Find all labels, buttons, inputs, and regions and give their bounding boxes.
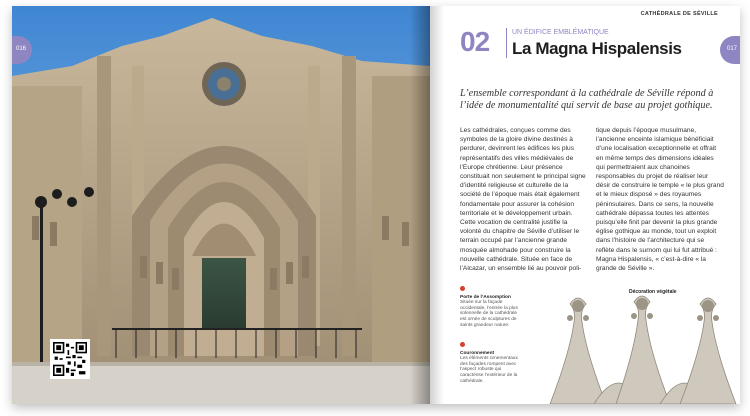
section-kicker: UN ÉDIFICE EMBLÉMATIQUE xyxy=(512,29,609,36)
lead-paragraph: L’ensemble correspondant à la cathédrale de Séville répond à l’idée de monumentalité qui servit de base au projet gothique. xyxy=(460,88,714,111)
gutter-shadow xyxy=(410,6,430,404)
caption-title: Porte de l’Assomption xyxy=(460,294,511,300)
left-page xyxy=(12,6,430,404)
gutter-shadow-right xyxy=(430,6,444,404)
page-title: La Magna Hispalensis xyxy=(512,39,682,58)
caption-crowning xyxy=(460,342,524,384)
right-page xyxy=(430,6,740,404)
caption-assumption xyxy=(460,286,524,328)
gothic-pinnacles-photo xyxy=(530,282,740,404)
caption-marker-icon xyxy=(460,342,465,347)
caption-marker-icon xyxy=(460,286,465,291)
decoration-label: Décoration végétale xyxy=(629,289,677,295)
chapter-divider xyxy=(506,28,507,58)
body-column-1: Les cathédrales, conçues comme des symboles de la gloire divine destinés à perdurer, devinrent les édifices les plus représentatifs des villes médiévales de l’Europe chrétienne. Leur présence constituait non seulement le principal signe d’identité religieuse et culturelle de la société de l’époque mais était également fondamentale pour assurer la cohésion territoriale et le développement urbain. Cette vocation de centralité justifie la volonté du chapitre de Séville d’utiliser le terrain occupé par l’ancienne grande mosquée almohade pour construire la nouvelle cathédrale. Située en face de l’Alcazar, un ensemble lié au pouvoir poli- xyxy=(460,127,586,273)
page-number-left: 016 xyxy=(12,36,32,64)
caption-text: Les éléments ornementaux des façades rompent avec l’aspect robuste qui caractérise l’extérieur de la cathédrale. xyxy=(460,356,518,384)
caption-text: Située sur la façade occidentale, l’entrée la plus solennelle de la cathédrale est ornée de sculptures de saints grandeur nature. xyxy=(460,300,518,328)
running-head: CATHÉDRALE DE SÉVILLE xyxy=(640,11,718,17)
qr-code-icon[interactable] xyxy=(50,339,90,379)
body-column-2: tique depuis l’époque musulmane, l’ancienne enceinte islamique bénéficiait d’une localisation exceptionnelle et offrait en même temps des dimensions idéales qui permettraient aux chanoines responsables du projet de réaliser leur désir de construire le temple « le plus grand et le mieux disposé » des royaumes péninsulaires. Dans ce sens, la nouvelle cathédrale dépassa toutes les attentes puisqu’elle finit par devenir la plus grande église gothique au monde, tout un exploit dans l’histoire de l’architecture qui se reflète dans le surnom qui lui fut attribué : Magna Hispalensis, « c’est-à-dire « la grande de Séville ». xyxy=(596,127,724,273)
chapter-number: 02 xyxy=(460,26,490,57)
page-number-right: 017 xyxy=(720,36,740,64)
caption-title: Couronnement xyxy=(460,350,495,356)
book-spread xyxy=(12,6,740,404)
